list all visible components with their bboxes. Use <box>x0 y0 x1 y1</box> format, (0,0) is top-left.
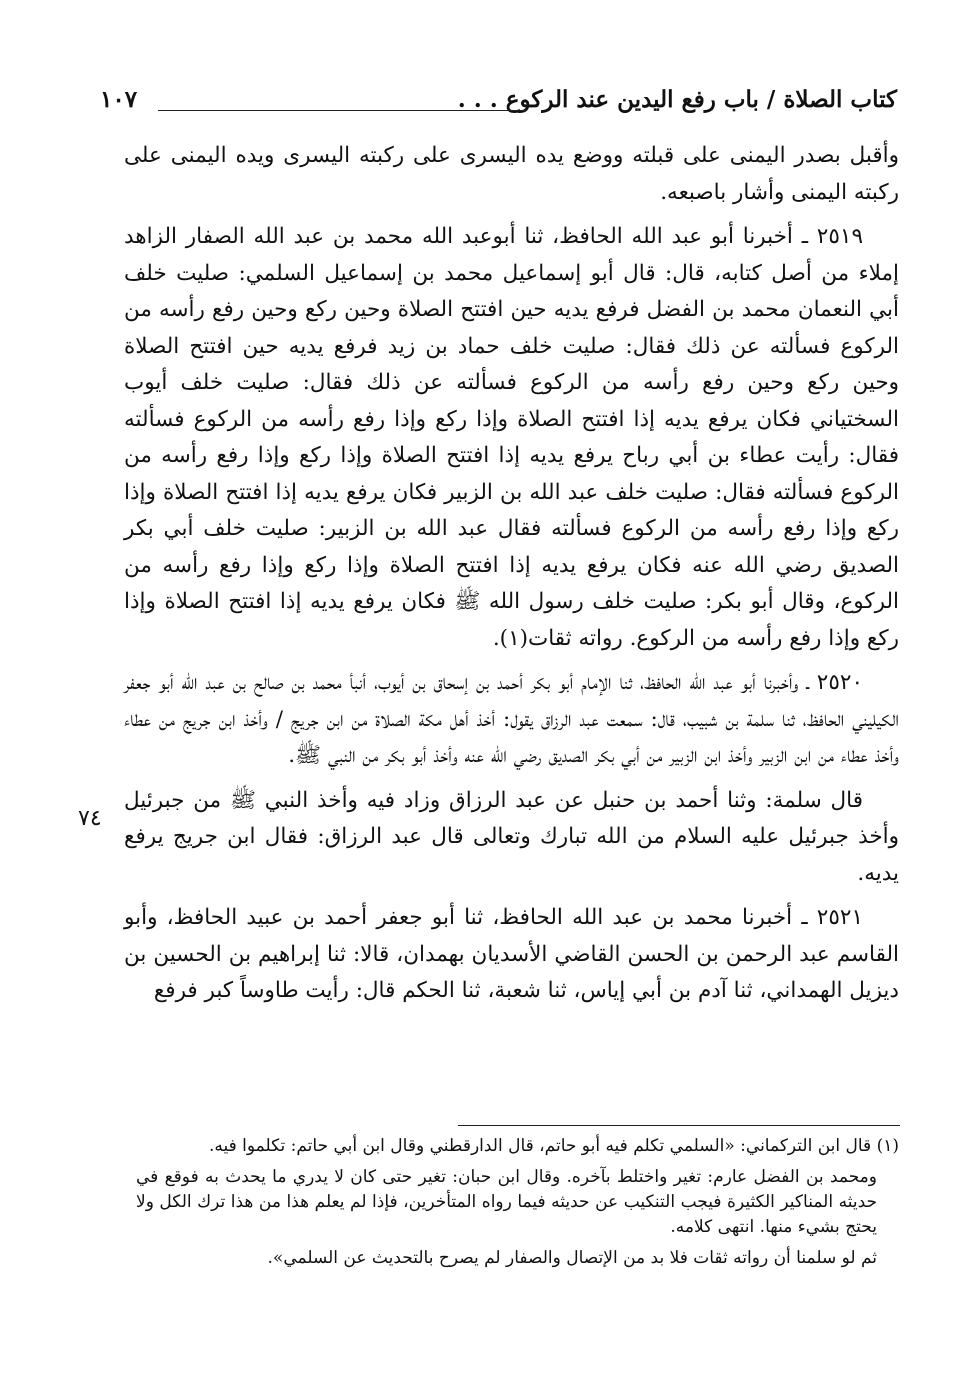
footnote-1: (١) قال ابن التركماني: «السلمي تكلم فيه أبو حاتم، قال الدارقطني وقال ابن أبي حاتم: تكلموا فيه. <box>208 1136 899 1156</box>
hadith-2520: ٢٥٢٠ ـ وأخبرنا أبو عبد الله الحافظ، ثنا الإمام أبو بكر أحمد بن إسحاق بن أيوب، أنبأ محمد بن صالح بن عبد الله أبو جعفر الكيليني الحافظ، ثنا سلمة بن شبيب، قال: سمعت عبد الرزاق يقول: أخذ أهل مكة الصلاة من ابن جريج / وأخذ ابن جريج من عطاء وأخذ عطاء من ابن الزبير وأخذ ابن الزبير من أبي بكر الصديق رضي الله عنه وأخذ أبو بكر من النبي ﷺ. <box>124 670 899 768</box>
header-title: كتاب الصلاة / باب رفع اليدين عند الركوع . . . <box>457 86 897 113</box>
footnote-1-conclusion: ثم لو سلمنا أن رواته ثقات فلا بد من الإتصال والصفار لم يصرح بالتحديث عن السلمي». <box>267 1248 877 1268</box>
hadith-2520-addendum: قال سلمة: وثنا أحمد بن حنبل عن عبد الرزاق وزاد فيه وأخذ النبي ﷺ من جبرئيل وأخذ جبرئيل عليه السلام من الله تبارك وتعالى قال عبد الرزاق: فقال ابن جريج يرفع يديه. <box>124 787 899 886</box>
margin-folio-number: ٧٤ <box>78 806 102 831</box>
footnotes <box>136 1134 899 1277</box>
page-number: ١٠٧ <box>100 86 138 113</box>
header-rule <box>158 110 527 111</box>
main-text <box>124 138 899 1018</box>
hadith-2519: ٢٥١٩ ـ أخبرنا أبو عبد الله الحافظ، ثنا أبوعبد الله محمد بن عبد الله الصفار الزاهد إملاء من أصل كتابه، قال: قال أبو إسماعيل محمد بن إسماعيل السلمي: صليت خلف أبي النعمان محمد بن الفضل فرفع يديه حين افتتح الصلاة وحين ركع وحين رفع رأسه من الركوع فسألته عن ذلك فقال: صليت خلف حماد بن زيد فرفع يديه حين افتتح الصلاة وحين ركع وحين رفع رأسه من الركوع فسألته عن ذلك فقال: صليت خلف أيوب السختياني فكان يرفع يديه إذا افتتح الصلاة وإذا ركع وإذا رفع رأسه من الركوع فسألته فقال: رأيت عطاء بن أبي رباح يرفع يديه إذا افتتح الصلاة وإذا ركع وإذا رفع رأسه من الركوع فسألته فقال: صليت خلف عبد الله بن الزبير فكان يرفع يديه إذا افتتح الصلاة وإذا ركع وإذا رفع رأسه من الركوع فسألته فقال عبد الله بن الزبير: صليت خلف أبي بكر الصديق رضي الله عنه فكان يرفع يديه إذا افتتح الصلاة وإذا ركع وإذا رفع رأسه من الركوع، وقال أبو بكر: صليت خلف رسول الله ﷺ فكان يرفع يديه إذا افتتح الصلاة وإذا ركع وإذا رفع رأسه من الركوع. رواته ثقات(١). <box>124 224 899 651</box>
footnote-1-continued: ومحمد بن الفضل عارم: تغير واختلط بآخره. وقال ابن حبان: تغير حتى كان لا يدري ما يحدث به فوقع في حديثه المناكير الكثيرة فيجب التنكيب عن حديثه فيما رواه المتأخرين، فإذا لم يعلم هذا من هذا ترك الكل ولا يحتج بشيء منها. انتهى كلامه. <box>136 1167 877 1237</box>
paragraph-continuation: وأقبل بصدر اليمنى على قبلته ووضع يده اليسرى على ركبته اليسرى ويده اليمنى على ركبته اليمنى وأشار باصبعه. <box>124 143 899 205</box>
running-header <box>100 86 897 126</box>
hadith-2521: ٢٥٢١ ـ أخبرنا محمد بن عبد الله الحافظ، ثنا أبو جعفر أحمد بن عبيد الحافظ، وأبو القاسم عبد الرحمن بن الحسن القاضي الأسديان بهمدان، قالا: ثنا إبراهيم بن الحسين بن ديزيل الهمداني، ثنا آدم بن أبي إياس، ثنا شعبة، ثنا الحكم قال: رأيت طاوساً كبر فرفع <box>124 905 899 1003</box>
footnote-rule <box>458 1125 900 1126</box>
